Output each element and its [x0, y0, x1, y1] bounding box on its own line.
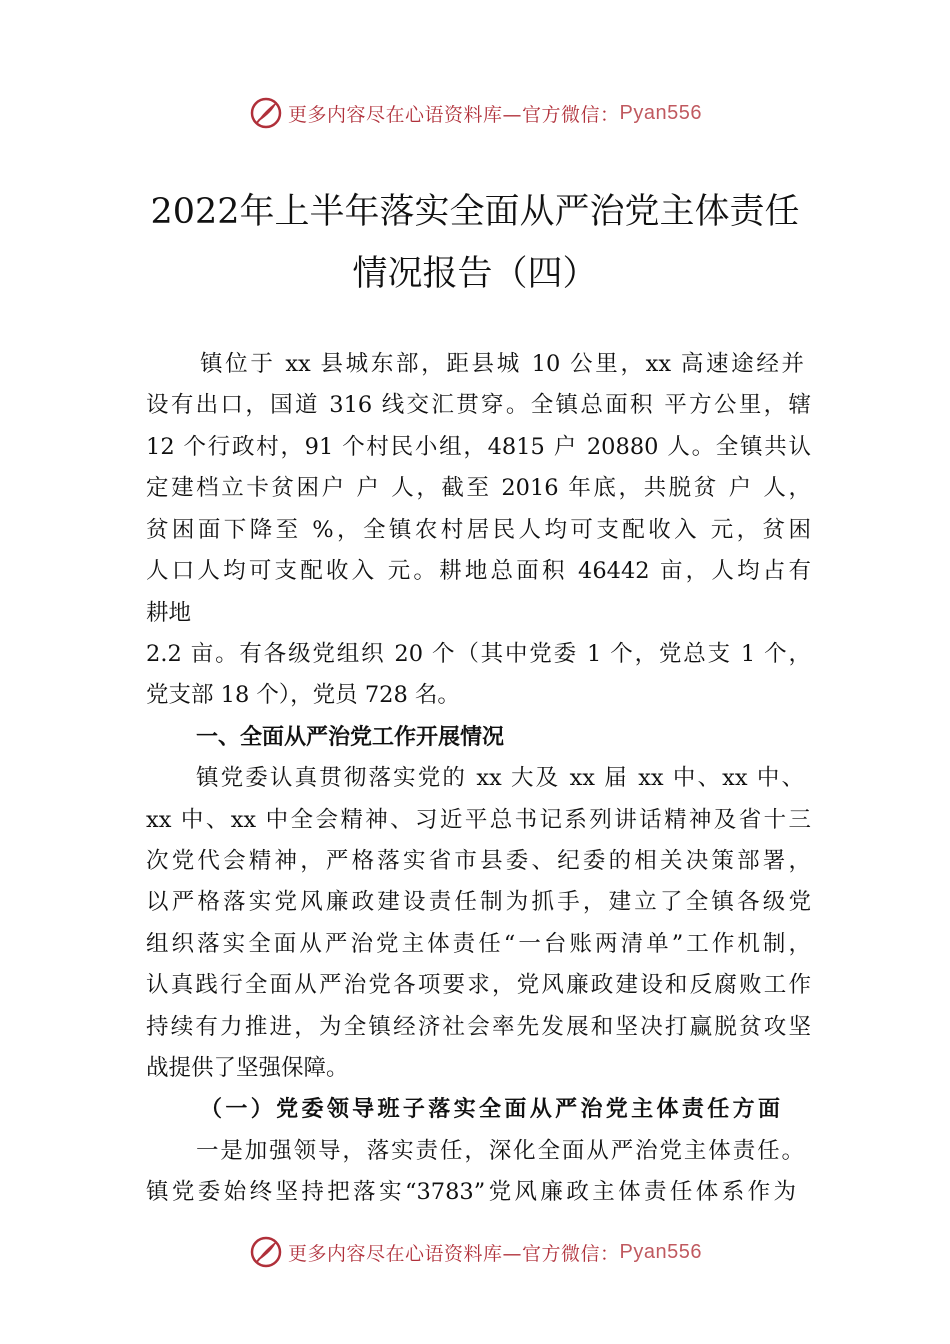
body-line: 次党代会精神，严格落实省市县委、纪委的相关决策部署， [146, 848, 811, 874]
watermark-wechat-id: Pyan556 [619, 1240, 702, 1263]
body-line: 2.2 亩。有各级党组织 20 个（其中党委 1 个，党总支 1 个， [146, 641, 811, 667]
body-line: 人口人均可支配收入 元。耕地总面积 46442 亩，人均占有 [146, 558, 811, 584]
body-line: 认真践行全面从严治党各项要求，党风廉政建设和反腐败工作 [146, 972, 811, 998]
body-line: 战提供了坚强保障。 [146, 1055, 349, 1081]
document-title-line-1: 2022年上半年落实全面从严治党主体责任 [150, 192, 800, 232]
watermark-header [0, 93, 950, 133]
watermark-text: 更多内容尽在心语资料库—官方微信： [288, 1242, 620, 1265]
body-line: 组织落实全面从严治党主体责任“一台账两清单”工作机制， [146, 931, 811, 957]
section-heading: 一、全面从严治党工作开展情况 [196, 725, 505, 750]
body-line: 耕地 [146, 600, 192, 626]
body-line: 镇位于 xx 县城东部，距县城 10 公里，xx 高速途经并 [200, 351, 804, 377]
body-line: 党支部 18 个），党员 728 名。 [146, 682, 460, 708]
subsection-heading: （一）党委领导班子落实全面从严治党主体责任方面 [200, 1096, 780, 1122]
body-line: xx 中、xx 中全会精神、习近平总书记系列讲话精神及省十三 [146, 807, 811, 833]
quill-logo-icon [248, 1234, 284, 1270]
body-line: 以严格落实党风廉政建设责任制为抓手，建立了全镇各级党 [146, 889, 811, 915]
body-line: 镇党委始终坚持把落实“3783”党风廉政主体责任体系作为 [146, 1179, 796, 1205]
watermark-wechat-id: Pyan556 [619, 101, 702, 124]
body-line: 持续有力推进，为全镇经济社会率先发展和坚决打赢脱贫攻坚 [146, 1014, 811, 1040]
document-title-line-2: 情况报告（四） [352, 254, 598, 294]
body-line: 贫困面下降至 %，全镇农村居民人均可支配收入 元，贫困 [146, 517, 811, 543]
quill-logo-icon [248, 95, 284, 131]
watermark-footer [0, 1232, 950, 1272]
body-line: 12 个行政村，91 个村民小组，4815 户 20880 人。全镇共认 [146, 434, 811, 460]
watermark-text: 更多内容尽在心语资料库—官方微信： [288, 103, 620, 126]
body-line: 镇党委认真贯彻落实党的 xx 大及 xx 届 xx 中、xx 中、 [196, 765, 804, 791]
body-line: 定建档立卡贫困户 户 人，截至 2016 年底，共脱贫 户 人， [146, 475, 811, 501]
body-line: 一是加强领导，落实责任，深化全面从严治党主体责任。 [196, 1138, 804, 1164]
body-line: 设有出口，国道 316 线交汇贯穿。全镇总面积 平方公里，辖 [146, 392, 811, 418]
